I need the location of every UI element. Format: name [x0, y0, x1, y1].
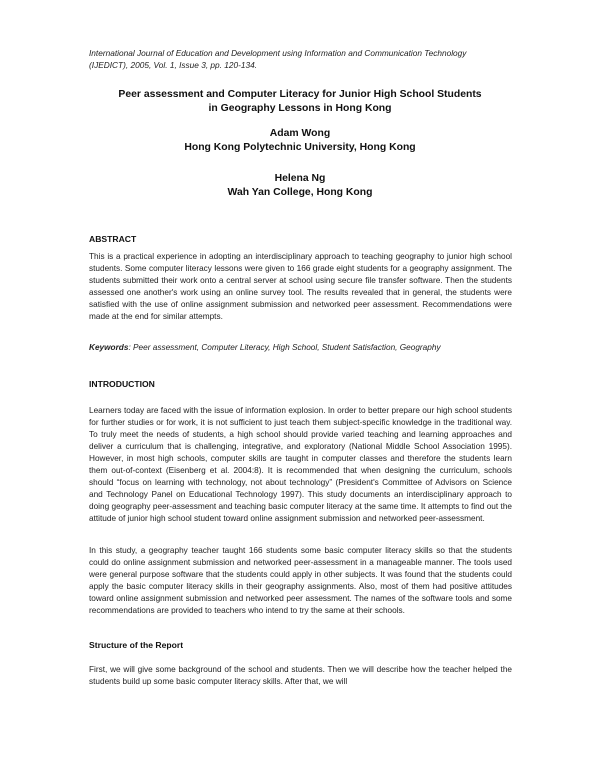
- abstract-text: This is a practical experience in adopting an interdisciplinary approach to teaching geography to junior high school students. Some computer literacy lessons were given to 166 grade eight students for a geography assignment. The students submitted their work onto a central server at school using secure file transfer software. Then the students assessed one another's work using an online survey tool. The results revealed that in general, the students were satisfied with the use of online assignment submission and networked peer assessment. Recommendations were made at the end for similar attempts.: [89, 252, 512, 321]
- keywords-list: : Peer assessment, Computer Literacy, High School, Student Satisfaction, Geography: [128, 343, 441, 352]
- abstract-body: [89, 251, 512, 323]
- structure-heading: Structure of the Report: [89, 640, 184, 650]
- abstract-heading: ABSTRACT: [89, 234, 137, 244]
- journal-line-2: (IJEDICT), 2005, Vol. 1, Issue 3, pp. 120-134.: [89, 59, 258, 70]
- author-name: Helena Ng: [274, 173, 326, 184]
- paper-title: [60, 88, 540, 116]
- author-affiliation: Hong Kong Polytechnic University, Hong Kong: [184, 142, 416, 153]
- journal-citation: [89, 48, 519, 71]
- keywords-line: [89, 342, 512, 354]
- title-line-1: Peer assessment and Computer Literacy for Junior High School Students: [118, 89, 482, 100]
- introduction-paragraph-2: [89, 545, 512, 617]
- keywords-label: Keywords: [89, 343, 129, 352]
- structure-paragraph: [89, 664, 512, 688]
- paragraph-text: First, we will give some background of the school and students. Then we will describe how the teacher helped the students build up some basic computer literacy skills. After that, we will: [89, 665, 512, 686]
- journal-line-1: International Journal of Education and Development using Information and Communication Technology: [89, 48, 467, 58]
- author-block-2: [60, 172, 540, 200]
- introduction-paragraph-1: [89, 405, 512, 525]
- paragraph-text: Learners today are faced with the issue of information explosion. In order to better prepare our high school students for further studies or for work, it is not sufficient to just teach them subject-specific knowledge in the traditional way. To truly meet the needs of students, a high school should provide varied teaching and learning approaches and deliver a curriculum that is challenging, integrative, and exploratory (National Middle School Association 1995). However, in most high schools, computer skills are taught in computer classes and therefore the students learn them out-of-context (Eisenberg et al. 2004:8). It is recommended that when designing the curriculum, schools should “focus on learning with technology, not about technology” (President's Committee of Advisors on Science and Technology Panel on Educational Technology 1997). This study documents an interdisciplinary approach to doing geography peer-assessment and teaching basic computer literacy at the same time. It attempts to find out the attitude of junior high school student toward online assignment submission and networked peer-assessment.: [89, 406, 512, 523]
- title-line-2: in Geography Lessons in Hong Kong: [208, 103, 392, 114]
- paragraph-text: In this study, a geography teacher taught 166 students some basic computer literacy skills so that the students could do online assignment submission and networked peer-assessment in a manageable manner. The tools used were general purpose software that the students could apply in other subjects. It was found that the students could apply the basic computer literacy skills in their geography assignments. Also, most of them had positive attitudes toward online assignment submission and networked peer assessment. The names of the software tools and some recommendations are provided to teachers who intend to try the same at their schools.: [89, 546, 512, 615]
- introduction-heading: INTRODUCTION: [89, 379, 155, 389]
- author-name: Adam Wong: [269, 128, 331, 139]
- author-affiliation: Wah Yan College, Hong Kong: [227, 187, 373, 198]
- author-block-1: [60, 127, 540, 155]
